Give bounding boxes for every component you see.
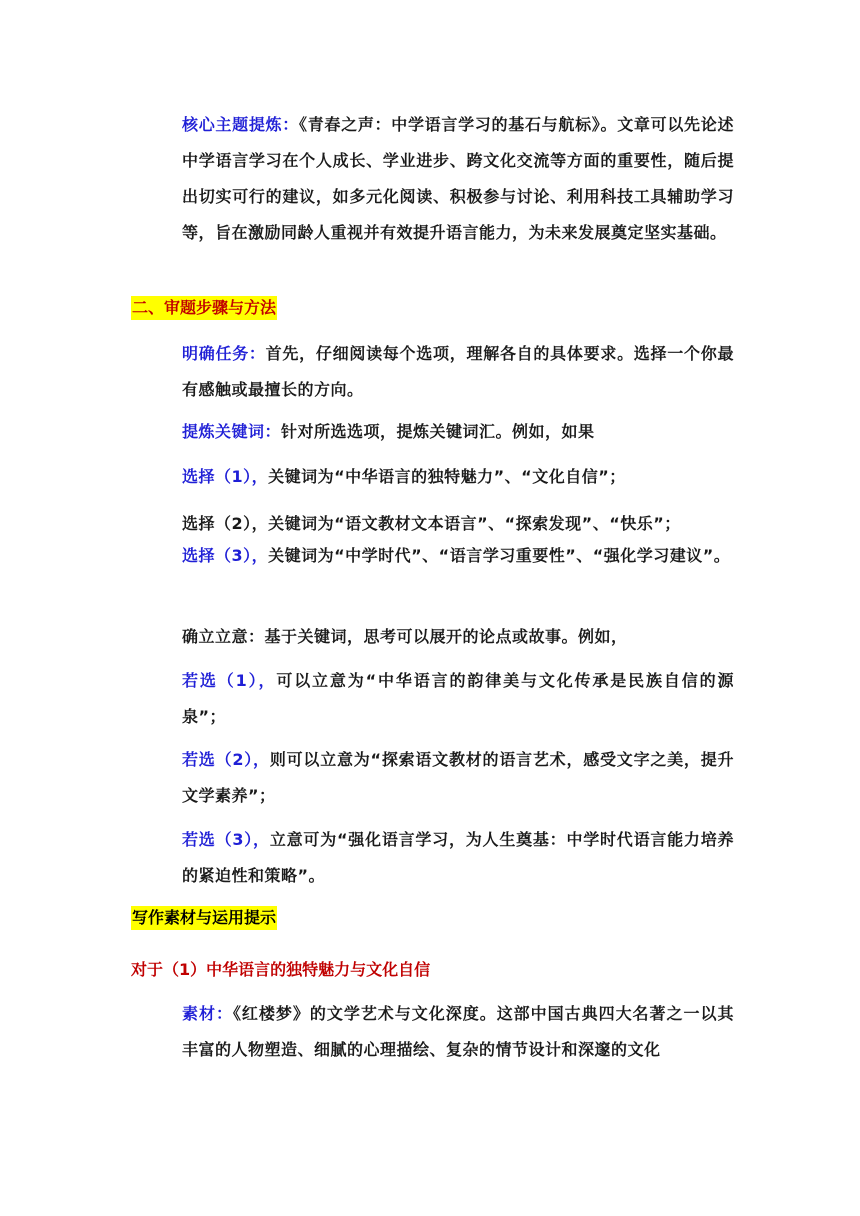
paragraph-lead: 明确任务： <box>182 344 266 363</box>
paragraph-text: 《红楼梦》的文学艺术与文化深度。这部中国古典四大名著之一以其丰富的人物塑造、细腻的心理描绘、复杂的情节设计和深邃的文化 <box>182 1004 734 1059</box>
paragraph-lead: 素材： <box>182 1004 233 1023</box>
paragraph-lead: 选择（3）， <box>182 546 269 565</box>
paragraph-intent-1 <box>182 663 734 735</box>
paragraph-intent <box>182 619 734 655</box>
paragraph-choice-2 <box>182 506 734 542</box>
paragraph-lead: 若选（2）， <box>182 750 270 769</box>
paragraph-intent-2 <box>182 742 734 814</box>
paragraph-material <box>182 996 734 1068</box>
paragraph-text: 立意可为“强化语言学习，为人生奠基：中学时代语言能力培养的紧迫性和策略”。 <box>182 830 734 885</box>
paragraph-lead: 提炼关键词： <box>182 422 282 441</box>
section-heading-materials: 写作素材与运用提示 <box>131 906 277 930</box>
subsection-heading-1: 对于（1）中华语言的独特魅力与文化自信 <box>131 960 431 979</box>
paragraph-keywords <box>182 414 734 450</box>
paragraph-text: 确立立意：基于关键词，思考可以展开的论点或故事。例如， <box>182 627 628 646</box>
paragraph-lead: 选择（1）， <box>182 467 269 486</box>
paragraph-text: 关键词为“中学时代”、“语言学习重要性”、“强化学习建议”。 <box>268 546 731 565</box>
paragraph-lead: 若选（1）， <box>182 671 277 690</box>
paragraph-text: 《青春之声：中学语言学习的基石与航标》。文章可以先论述中学语言学习在个人成长、学业进步、跨文化交流等方面的重要性，随后提出切实可行的建议，如多元化阅读、积极参与讨论、利用科技工具辅助学习等，旨在激励同龄人重视并有效提升语言能力，为未来发展奠定坚实基础。 <box>182 115 734 242</box>
paragraph-core-theme <box>182 107 734 251</box>
paragraph-text: 可以立意为“中华语言的韵律美与文化传承是民族自信的源泉”； <box>182 671 734 726</box>
paragraph-task <box>182 336 734 408</box>
paragraph-text: 首先，仔细阅读每个选项，理解各自的具体要求。选择一个你最有感触或最擅长的方向。 <box>182 344 734 399</box>
paragraph-lead: 若选（3）， <box>182 830 270 849</box>
paragraph-text: 关键词为“中华语言的独特魅力”、“文化自信”； <box>268 467 626 486</box>
section-heading-steps: 二、审题步骤与方法 <box>131 296 277 320</box>
paragraph-choice-1 <box>182 459 734 495</box>
paragraph-text: 则可以立意为“探索语文教材的语言艺术，感受文字之美，提升文学素养”； <box>182 750 734 805</box>
paragraph-intent-3 <box>182 822 734 894</box>
paragraph-text: 选择（2），关键词为“语文教材文本语言”、“探索发现”、“快乐”； <box>182 514 681 533</box>
paragraph-text: 针对所选选项，提炼关键词汇。例如，如果 <box>281 422 595 441</box>
paragraph-choice-3 <box>182 538 734 574</box>
paragraph-lead: 核心主题提炼： <box>182 115 299 134</box>
